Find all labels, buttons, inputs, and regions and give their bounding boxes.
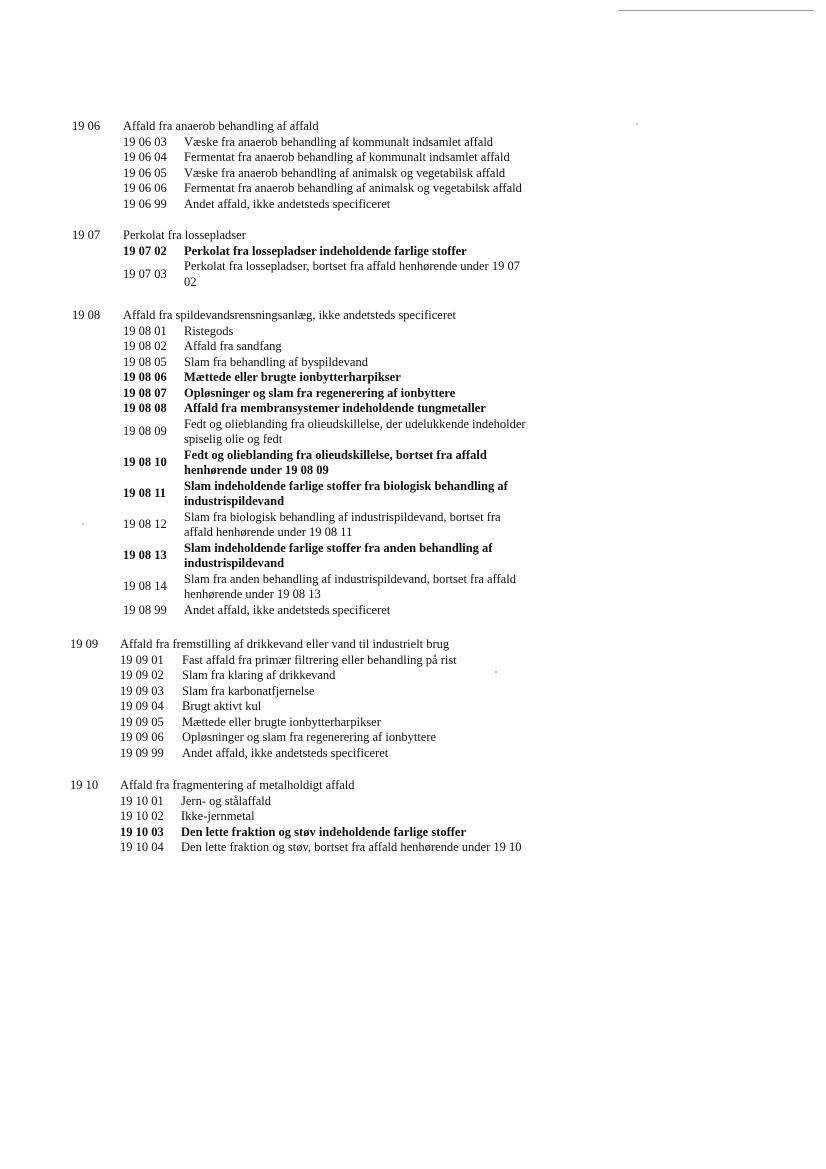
entry-description: Fermentat fra anaerob behandling af kommunalt indsamlet affald bbox=[184, 150, 510, 164]
entry-description: Affald fra sandfang bbox=[184, 339, 282, 353]
entry-code: 19 07 02 bbox=[123, 243, 167, 258]
group-title: Affald fra spildevandsrensningsanlæg, ikke andetsteds specificeret bbox=[123, 308, 457, 322]
entry-description: Den lette fraktion og støv indeholdende farlige stoffer bbox=[181, 824, 467, 839]
entry-code: 19 09 02 bbox=[120, 668, 164, 682]
entry-description: Perkolat fra lossepladser indeholdende farlige stoffer bbox=[184, 243, 467, 258]
scan-speck bbox=[636, 123, 638, 125]
entry-description: Væske fra anaerob behandling af kommunalt indsamlet affald bbox=[184, 134, 494, 149]
entry-code: 19 06 05 bbox=[123, 165, 167, 180]
entry-code: 19 08 10 bbox=[123, 455, 167, 470]
scan-speck bbox=[495, 671, 497, 673]
entry-description: affald henhørende under 19 08 11 bbox=[184, 525, 353, 539]
entry-description: industrispildevand bbox=[184, 556, 285, 570]
entry-description: Fermentat fra anaerob behandling af animalsk og vegetabilsk affald bbox=[184, 181, 522, 195]
entry-description: industrispildevand bbox=[184, 494, 285, 508]
entry-description: Slam fra anden behandling af industrispildevand, bortset fra affald bbox=[184, 571, 516, 586]
entry-description: Opløsninger og slam fra regenerering af ionbyttere bbox=[184, 385, 456, 400]
entry-description: Brugt aktivt kul bbox=[182, 699, 262, 713]
entry-code: 19 09 01 bbox=[120, 652, 164, 667]
entry-code: 19 10 01 bbox=[120, 793, 164, 808]
entry-description: Slam indeholdende farlige stoffer fra anden behandling af bbox=[184, 540, 493, 555]
entry-code: 19 08 05 bbox=[123, 354, 167, 369]
entry-code: 19 08 07 bbox=[123, 385, 167, 400]
entry-code: 19 08 14 bbox=[123, 579, 167, 594]
entry-description: Slam indeholdende farlige stoffer fra biologisk behandling af bbox=[184, 478, 508, 493]
entry-code: 19 08 99 bbox=[123, 602, 167, 617]
entry-code: 19 07 03 bbox=[123, 266, 167, 281]
entry-description: Jern- og stålaffald bbox=[181, 793, 272, 808]
entry-code: 19 08 06 bbox=[123, 370, 167, 384]
scan-edge-line bbox=[618, 10, 814, 11]
entry-code: 19 08 08 bbox=[123, 401, 167, 415]
entry-code: 19 08 13 bbox=[123, 548, 167, 563]
scan-speck bbox=[82, 523, 84, 525]
group-title: Affald fra fragmentering af metalholdigt affald bbox=[120, 778, 355, 792]
entry-description: Affald fra membransystemer indeholdende tungmetaller bbox=[184, 401, 486, 415]
entry-description: Den lette fraktion og støv, bortset fra affald henhørende under 19 10 bbox=[181, 840, 522, 854]
entry-description: Ikke-jernmetal bbox=[181, 809, 255, 823]
entry-description: Fedt og olieblanding fra olieudskillelse, bortset fra affald bbox=[184, 447, 487, 462]
entry-description: Slam fra behandling af byspildevand bbox=[184, 354, 368, 369]
group-title: Affald fra anaerob behandling af affald bbox=[123, 119, 319, 133]
entry-code: 19 06 99 bbox=[123, 196, 167, 211]
entry-description: Mættede eller brugte ionbytterharpikser bbox=[184, 370, 401, 384]
entry-description: Mættede eller brugte ionbytterharpikser bbox=[182, 714, 381, 729]
entry-code: 19 08 01 bbox=[123, 323, 167, 338]
entry-description: Fedt og olieblanding fra olieudskillelse, der udelukkende indeholder bbox=[184, 416, 526, 431]
entry-description: Slam fra klaring af drikkevand bbox=[182, 668, 336, 682]
entry-code: 19 08 02 bbox=[123, 339, 167, 353]
entry-code: 19 09 04 bbox=[120, 699, 164, 713]
entry-code: 19 09 06 bbox=[120, 730, 164, 744]
group-code: 19 08 bbox=[72, 308, 101, 322]
entry-description: Fast affald fra primær filtrering eller behandling på rist bbox=[182, 652, 457, 667]
entry-code: 19 06 04 bbox=[123, 150, 167, 164]
group-title: Affald fra fremstilling af drikkevand eller vand til industrielt brug bbox=[120, 637, 450, 651]
entry-description: Andet affald, ikke andetsteds specificeret bbox=[182, 745, 389, 760]
entry-code: 19 10 02 bbox=[120, 809, 164, 823]
group-code: 19 07 bbox=[72, 228, 101, 242]
group-code: 19 10 bbox=[70, 778, 99, 792]
group-title: Perkolat fra lossepladser bbox=[123, 228, 246, 242]
entry-description: Ristegods bbox=[184, 323, 234, 338]
entry-description: spiselig olie og fedt bbox=[184, 432, 283, 446]
entry-description: Andet affald, ikke andetsteds specificeret bbox=[184, 196, 391, 211]
entry-description: henhørende under 19 08 09 bbox=[184, 463, 329, 477]
entry-code: 19 08 09 bbox=[123, 424, 167, 439]
group-code: 19 06 bbox=[72, 119, 101, 133]
entry-code: 19 08 12 bbox=[123, 517, 167, 532]
group-code: 19 09 bbox=[70, 637, 99, 651]
entry-code: 19 06 03 bbox=[123, 134, 167, 149]
entry-description: Perkolat fra lossepladser, bortset fra affald henhørende under 19 07 bbox=[184, 259, 520, 273]
entry-description: Andet affald, ikke andetsteds specificeret bbox=[184, 602, 391, 617]
entry-code: 19 10 04 bbox=[120, 840, 164, 854]
entry-description: Væske fra anaerob behandling af animalsk og vegetabilsk affald bbox=[184, 165, 506, 180]
entry-code: 19 09 99 bbox=[120, 745, 164, 760]
entry-description: henhørende under 19 08 13 bbox=[184, 587, 321, 601]
entry-code: 19 09 05 bbox=[120, 714, 164, 729]
entry-code: 19 10 03 bbox=[120, 824, 164, 839]
entry-description: Opløsninger og slam fra regenerering af ionbyttere bbox=[182, 730, 437, 744]
entry-code: 19 06 06 bbox=[123, 181, 167, 195]
entry-code: 19 09 03 bbox=[120, 683, 164, 698]
entry-description: 02 bbox=[184, 274, 197, 289]
entry-code: 19 08 11 bbox=[123, 486, 167, 501]
entry-description: Slam fra biologisk behandling af industrispildevand, bortset fra bbox=[184, 509, 501, 524]
entry-description: Slam fra karbonatfjernelse bbox=[182, 683, 315, 698]
